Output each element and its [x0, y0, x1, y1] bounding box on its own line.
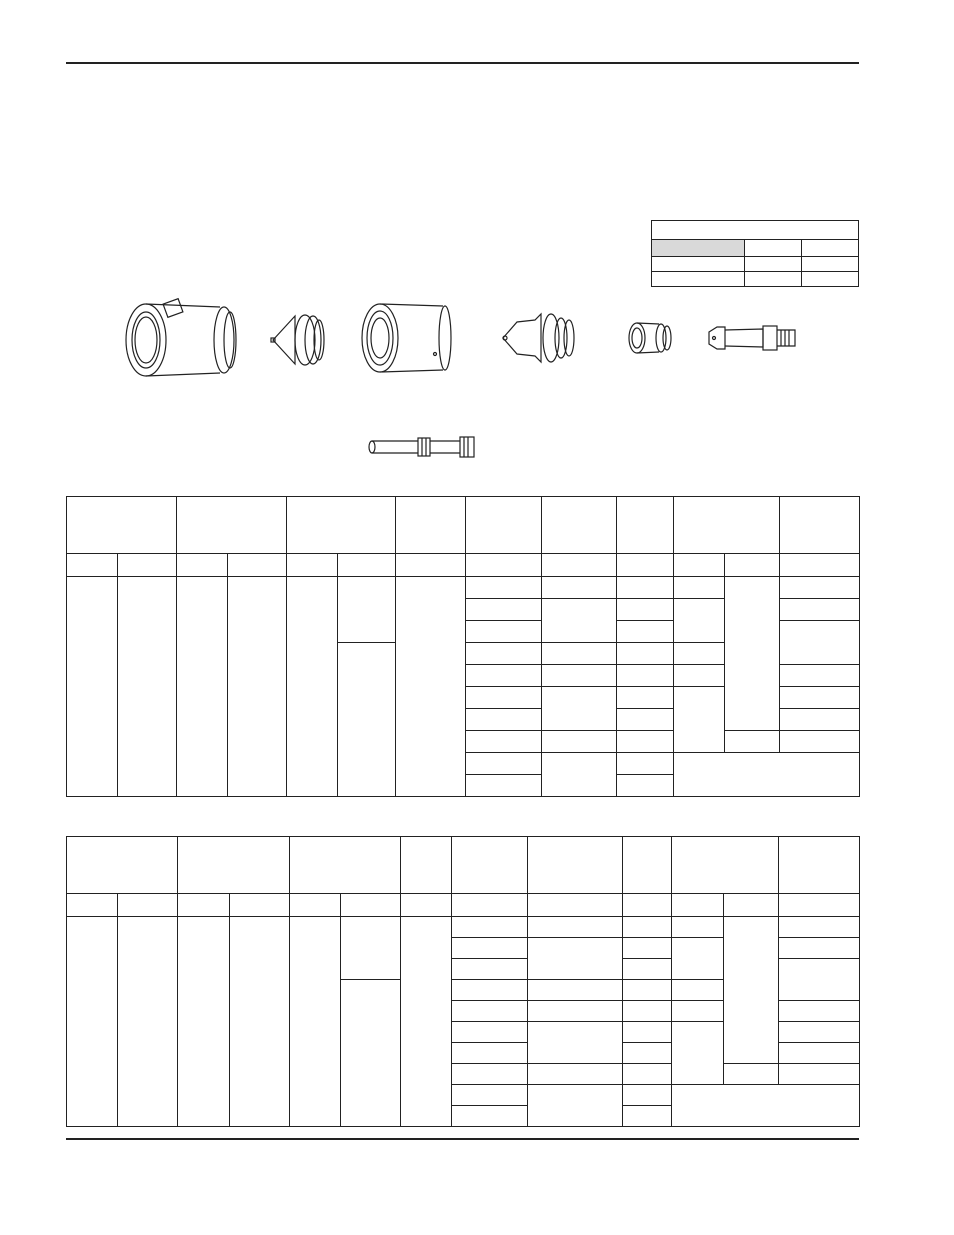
- header-cell: [452, 837, 528, 894]
- subheader-cell: [779, 894, 860, 917]
- table-cell: [724, 917, 779, 1064]
- table-cell: [67, 577, 118, 797]
- table-cell: [528, 1001, 623, 1022]
- inner-cap-icon: [355, 298, 455, 378]
- legend-cell: [652, 272, 745, 287]
- subheader-cell: [452, 894, 528, 917]
- table-cell: [780, 665, 860, 687]
- header-cell: [396, 497, 466, 554]
- table-cell: [674, 753, 860, 797]
- table-cell: [452, 1001, 528, 1022]
- table-cell: [617, 577, 674, 599]
- header-cell: [287, 497, 396, 554]
- table-cell: [290, 917, 341, 1127]
- table-cell: [780, 599, 860, 621]
- subheader-cell: [290, 894, 341, 917]
- table-cell: [341, 980, 401, 1127]
- table-cell: [528, 1085, 623, 1127]
- table-cell: [674, 643, 725, 665]
- table-cell: [542, 643, 617, 665]
- table-cell: [672, 1001, 724, 1022]
- table-cell: [466, 709, 542, 731]
- subheader-cell: [338, 554, 396, 577]
- header-cell: [178, 837, 290, 894]
- legend-cell: [802, 272, 859, 287]
- subheader-cell: [623, 894, 672, 917]
- subheader-cell: [724, 894, 779, 917]
- header-cell: [672, 837, 779, 894]
- header-cell: [674, 497, 780, 554]
- table-cell: [452, 959, 528, 980]
- table-cell: [466, 599, 542, 621]
- table-cell: [528, 1064, 623, 1085]
- table-cell: [623, 917, 672, 938]
- table-cell: [617, 753, 674, 775]
- table-cell: [617, 731, 674, 753]
- table-cell: [466, 643, 542, 665]
- consumable-parts-illustration: [100, 290, 820, 470]
- table-cell: [623, 938, 672, 959]
- header-cell: [67, 837, 178, 894]
- electrode-icon: [705, 318, 805, 358]
- top-rule: [66, 62, 859, 64]
- table-cell: [287, 577, 338, 797]
- subheader-cell: [228, 554, 287, 577]
- header-cell: [290, 837, 401, 894]
- table-cell: [623, 1085, 672, 1106]
- nozzle-icon: [495, 308, 585, 368]
- table-cell: [779, 917, 860, 938]
- table-cell: [452, 917, 528, 938]
- legend-table: [651, 220, 859, 287]
- table-cell: [396, 577, 466, 797]
- legend-cell: [802, 240, 859, 257]
- table-cell: [542, 731, 617, 753]
- table-cell: [528, 1022, 623, 1064]
- table-cell: [528, 917, 623, 938]
- table-cell: [466, 753, 542, 775]
- table-cell: [452, 1022, 528, 1043]
- table-cell: [617, 665, 674, 687]
- table-cell: [177, 577, 228, 797]
- table-cell: [617, 709, 674, 731]
- table-cell: [452, 1043, 528, 1064]
- table-subheader-row: [67, 554, 860, 577]
- table-cell: [623, 1106, 672, 1127]
- table-cell: [466, 621, 542, 643]
- shield-icon: [265, 310, 335, 370]
- legend-cell: [802, 257, 859, 272]
- table-cell: [452, 1064, 528, 1085]
- table-cell: [542, 753, 617, 797]
- subheader-cell: [780, 554, 860, 577]
- table-cell: [724, 1064, 779, 1085]
- table-cell: [623, 1022, 672, 1043]
- table-cell: [452, 1085, 528, 1106]
- table-cell: [623, 1043, 672, 1064]
- legend-header-cell: [652, 221, 859, 240]
- table-cell: [780, 709, 860, 731]
- legend-cell: [745, 257, 802, 272]
- table-cell: [725, 577, 780, 731]
- table-cell: [674, 577, 725, 599]
- legend-row: [652, 272, 859, 287]
- header-cell: [617, 497, 674, 554]
- table-cell: [779, 938, 860, 959]
- table-cell: [674, 599, 725, 643]
- table-cell: [617, 643, 674, 665]
- process-table-2: [66, 836, 860, 1127]
- header-cell: [623, 837, 672, 894]
- legend-cell: [745, 240, 802, 257]
- table-cell: [779, 1064, 860, 1085]
- subheader-cell: [177, 554, 228, 577]
- table-cell: [401, 917, 452, 1127]
- table-cell: [672, 1085, 860, 1127]
- table-cell: [780, 731, 860, 753]
- legend-cell: [745, 272, 802, 287]
- bottom-rule: [66, 1138, 859, 1140]
- table-cell: [672, 917, 724, 938]
- subheader-cell: [118, 894, 178, 917]
- swirl-ring-icon: [625, 318, 675, 358]
- table-cell: [780, 621, 860, 665]
- table-cell: [779, 1043, 860, 1064]
- table-cell: [779, 1001, 860, 1022]
- table-cell: [779, 1022, 860, 1043]
- table-cell: [338, 577, 396, 643]
- table-cell: [674, 665, 725, 687]
- legend-row: [652, 221, 859, 240]
- subheader-cell: [287, 554, 338, 577]
- subheader-cell: [672, 894, 724, 917]
- table-cell: [672, 1022, 724, 1085]
- table-cell: [338, 643, 396, 797]
- subheader-cell: [617, 554, 674, 577]
- table-cell: [228, 577, 287, 797]
- table-row: [67, 917, 860, 938]
- table-cell: [542, 665, 617, 687]
- subheader-cell: [725, 554, 780, 577]
- header-cell: [528, 837, 623, 894]
- subheader-cell: [542, 554, 617, 577]
- table-subheader-row: [67, 894, 860, 917]
- header-cell: [466, 497, 542, 554]
- table-cell: [623, 980, 672, 1001]
- subheader-cell: [674, 554, 725, 577]
- table-cell: [466, 665, 542, 687]
- table-cell: [617, 599, 674, 621]
- table-cell: [528, 980, 623, 1001]
- subheader-cell: [528, 894, 623, 917]
- subheader-cell: [230, 894, 290, 917]
- process-table-1: [66, 496, 860, 797]
- header-cell: [67, 497, 177, 554]
- table-cell: [542, 687, 617, 731]
- legend-cell: [652, 257, 745, 272]
- water-tube-icon: [362, 432, 482, 462]
- table-cell: [466, 731, 542, 753]
- table-cell: [674, 687, 725, 753]
- table-cell: [528, 938, 623, 980]
- table-cell: [178, 917, 230, 1127]
- table-cell: [617, 775, 674, 797]
- table-cell: [542, 577, 617, 599]
- table-cell: [452, 1106, 528, 1127]
- subheader-cell: [341, 894, 401, 917]
- legend-row: [652, 240, 859, 257]
- table-cell: [623, 1064, 672, 1085]
- table-cell: [466, 577, 542, 599]
- table-cell: [230, 917, 290, 1127]
- table-cell: [341, 917, 401, 980]
- table-row: [67, 577, 860, 599]
- subheader-cell: [466, 554, 542, 577]
- header-cell: [542, 497, 617, 554]
- subheader-cell: [401, 894, 452, 917]
- table-cell: [617, 621, 674, 643]
- table-cell: [623, 1001, 672, 1022]
- table-header-row: [67, 497, 860, 554]
- table-cell: [542, 599, 617, 643]
- retaining-cap-icon: [120, 295, 240, 385]
- table-cell: [780, 577, 860, 599]
- table-cell: [672, 980, 724, 1001]
- table-cell: [466, 687, 542, 709]
- table-cell: [466, 775, 542, 797]
- subheader-cell: [67, 894, 118, 917]
- table-cell: [725, 731, 780, 753]
- subheader-cell: [67, 554, 118, 577]
- table-cell: [452, 938, 528, 959]
- table-cell: [452, 980, 528, 1001]
- table-cell: [118, 917, 178, 1127]
- legend-shaded-cell: [652, 240, 745, 257]
- table-cell: [67, 917, 118, 1127]
- header-cell: [401, 837, 452, 894]
- legend-row: [652, 257, 859, 272]
- subheader-cell: [118, 554, 177, 577]
- table-cell: [118, 577, 177, 797]
- table-cell: [672, 938, 724, 980]
- table-cell: [623, 959, 672, 980]
- subheader-cell: [396, 554, 466, 577]
- header-cell: [177, 497, 287, 554]
- subheader-cell: [178, 894, 230, 917]
- header-cell: [780, 497, 860, 554]
- table-header-row: [67, 837, 860, 894]
- table-cell: [779, 959, 860, 1001]
- table-cell: [617, 687, 674, 709]
- table-cell: [780, 687, 860, 709]
- header-cell: [779, 837, 860, 894]
